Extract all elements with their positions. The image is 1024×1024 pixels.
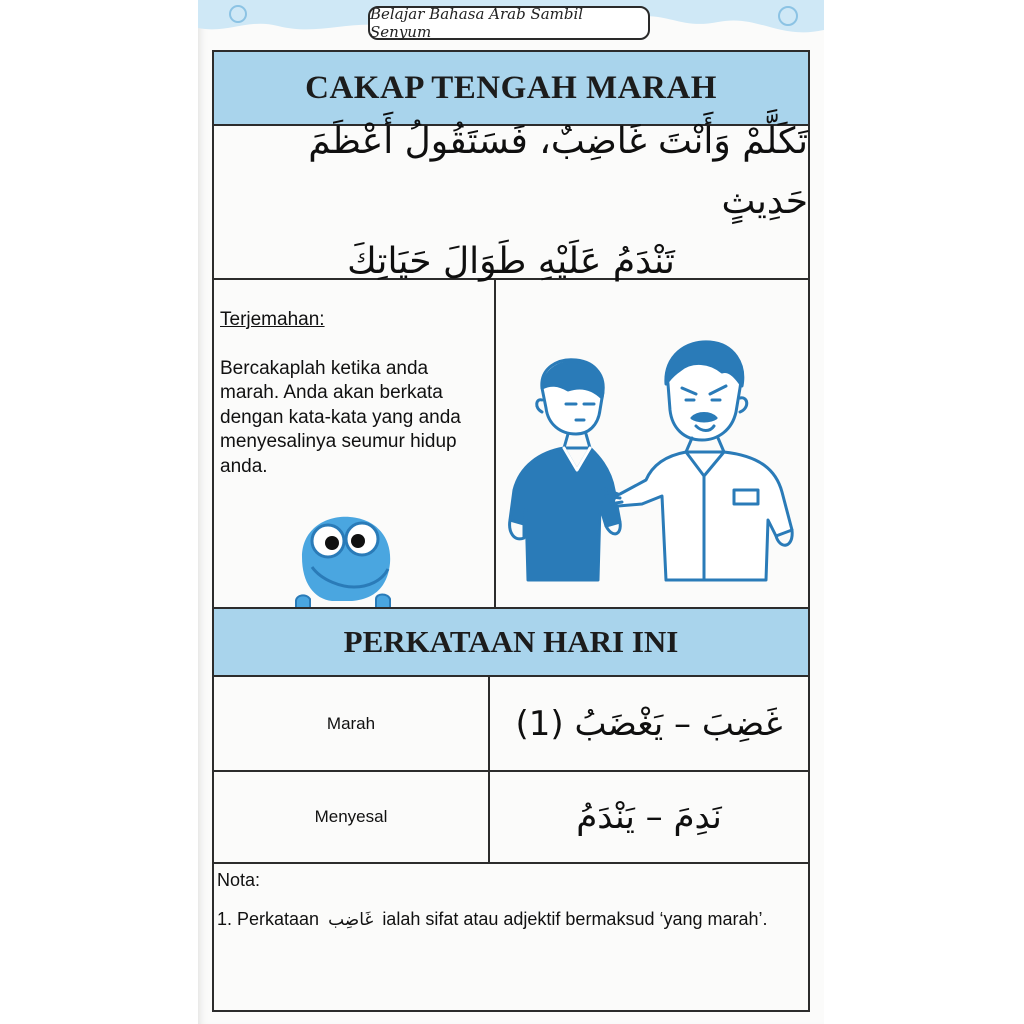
illustration-cell	[496, 280, 808, 607]
lesson-frame	[212, 50, 810, 1012]
lesson-title: CAKAP TENGAH MARAH	[214, 52, 808, 126]
vocabulary-meaning: Marah	[214, 677, 490, 770]
notes-label: Nota:	[217, 870, 261, 890]
note-item-1-suffix: ialah sifat atau adjektif bermaksud ‘yang marah’.	[382, 909, 768, 929]
note-item-1-arabic: غَاضِب	[328, 910, 374, 930]
arabic-saying-line-2: تَنْدَمُ عَلَيْهِ طَوَالَ حَيَاتِكَ	[347, 241, 675, 282]
notes-section	[214, 864, 808, 1010]
arabic-saying-line-1: تَكَلَّمْ وَأَنْتَ غَاضِبٌ، فَسَتَقُولُ أَعْظَمَ حَدِيثٍ	[308, 121, 808, 222]
note-item-1-prefix: 1. Perkataan	[217, 909, 320, 929]
vocabulary-row	[214, 677, 808, 772]
series-title-banner: Belajar Bahasa Arab Sambil Senyum	[368, 6, 650, 40]
vocabulary-title: PERKATAAN HARI INI	[214, 607, 808, 677]
blue-chameleon-mascot	[292, 507, 402, 612]
translation-label: Terjemahan:	[220, 309, 325, 330]
vocabulary-arabic: نَدِمَ – يَنْدَمُ	[576, 797, 722, 837]
note-item-1	[217, 909, 802, 930]
vocabulary-meaning: Menyesal	[214, 772, 490, 862]
vocabulary-row	[214, 772, 808, 864]
arabic-saying	[214, 121, 808, 282]
vocabulary-arabic: غَضِبَ – يَغْضَبُ (1)	[515, 703, 783, 744]
translation-text: Bercakaplah ketika anda marah. Anda akan berkata dengan kata-kata yang anda menyesalinya seumur hidup anda.	[220, 357, 461, 477]
angry-man-scolding-boy-illustration	[496, 280, 808, 607]
